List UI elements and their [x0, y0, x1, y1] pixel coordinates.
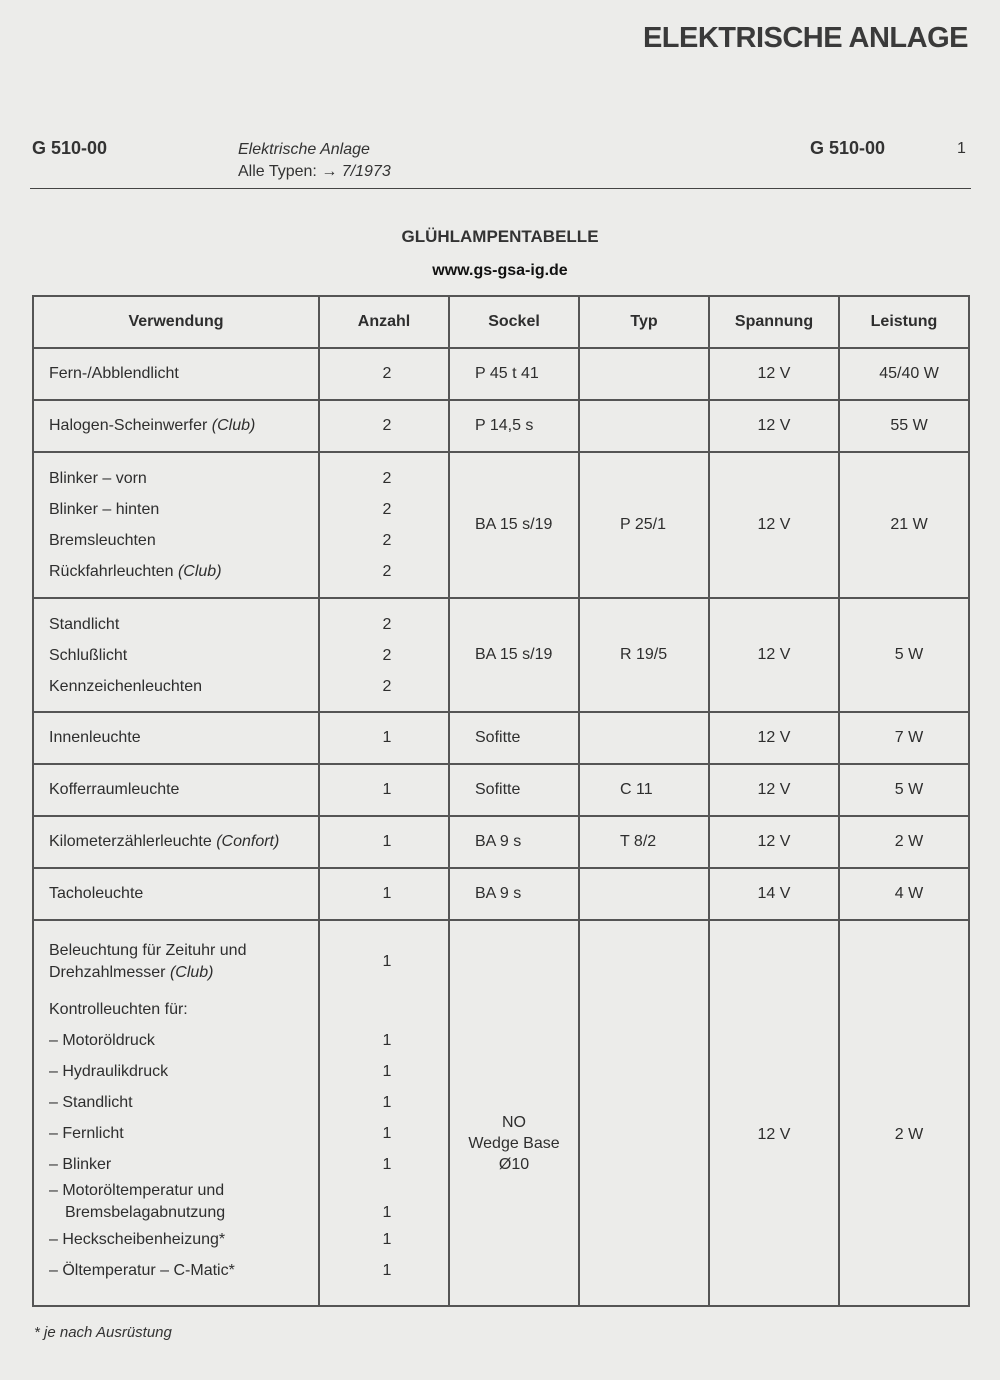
count-value: 2 — [382, 615, 392, 633]
footnote: * je nach Ausrüstung — [34, 1324, 172, 1341]
cell-verwendung — [33, 920, 319, 1306]
cell-anzahl — [319, 452, 449, 598]
spacer — [49, 984, 318, 994]
use-label: – Motoröltemperatur und — [49, 1182, 225, 1199]
count-value: 1 — [382, 1063, 392, 1080]
table-row — [33, 348, 969, 400]
cell-leistung: 7 W — [839, 712, 969, 764]
cell-spannung: 12 V — [709, 598, 839, 712]
cell-sockel: Sofitte — [449, 764, 579, 816]
cell-verwendung — [33, 598, 319, 712]
cell-spannung: 12 V — [709, 452, 839, 598]
cell-anzahl — [319, 598, 449, 712]
use-label: Kofferraumleuchte — [49, 781, 180, 798]
spacer — [326, 994, 448, 1025]
use-note: (Club) — [169, 964, 214, 981]
subtitle-text: Elektrische Anlage — [238, 141, 370, 158]
types-label: Alle Typen: — [238, 163, 317, 180]
table-row — [33, 816, 969, 868]
cell-typ — [579, 868, 709, 920]
website-url: www.gs-gsa-ig.de — [432, 262, 568, 279]
cell-sockel: BA 15 s/19 — [449, 452, 579, 598]
cell-sockel: BA 15 s/19 — [449, 598, 579, 712]
types-value: → 7/1973 — [321, 163, 391, 180]
use-note: (Club) — [177, 563, 222, 580]
cell-verwendung — [33, 400, 319, 452]
cell-leistung: 2 W — [839, 920, 969, 1306]
document-code-left: G 510-00 — [32, 138, 108, 158]
use-label: Rückfahrleuchten — [49, 563, 174, 580]
cell-typ — [579, 348, 709, 400]
cell-sockel: BA 9 s — [449, 868, 579, 920]
sockel-line: Ø10 — [498, 1155, 530, 1173]
table-row-kontrolleuchten — [33, 920, 969, 1306]
cell-spannung: 12 V — [709, 400, 839, 452]
table-row — [33, 598, 969, 712]
cell-leistung: 21 W — [839, 452, 969, 598]
count-value: 2 — [382, 470, 392, 487]
use-label: – Fernlicht — [49, 1125, 124, 1142]
cell-sockel: P 14,5 s — [449, 400, 579, 452]
cell-spannung: 12 V — [709, 920, 839, 1306]
cell-verwendung — [33, 712, 319, 764]
use-label: Bremsbelagabnutzung — [65, 1204, 226, 1221]
use-label-beleuchtung — [49, 940, 318, 984]
cell-spannung: 14 V — [709, 868, 839, 920]
use-label: Blinker – hinten — [49, 501, 160, 518]
page-header-title: ELEKTRISCHE ANLAGE — [642, 22, 968, 54]
use-label: – Blinker — [49, 1156, 112, 1173]
column-header-spannung: Spannung — [709, 296, 839, 348]
cell-typ — [579, 400, 709, 452]
bulb-table — [32, 295, 970, 1307]
cell-typ: R 19/5 — [579, 598, 709, 712]
count-value: 1 — [382, 1032, 392, 1049]
sockel-line: NO — [502, 1113, 526, 1131]
page-number: 1 — [957, 140, 966, 157]
cell-anzahl: 1 — [319, 868, 449, 920]
count-value: 1 — [382, 1204, 392, 1221]
cell-typ — [579, 712, 709, 764]
use-label: – Motoröldruck — [49, 1032, 155, 1049]
cell-anzahl: 1 — [319, 712, 449, 764]
use-label: Fern-/Abblendlicht — [49, 365, 179, 382]
count-value: 1 — [382, 1125, 392, 1142]
use-label: Beleuchtung für Zeituhr und — [49, 942, 247, 959]
use-label: Bremsleuchten — [49, 532, 156, 549]
count-value: 2 — [382, 677, 392, 695]
count-value: 2 — [382, 646, 392, 664]
count-value: 1 — [382, 1262, 392, 1279]
use-label: Standlicht — [49, 615, 120, 633]
count-value: 1 — [382, 1231, 392, 1248]
column-header-anzahl: Anzahl — [319, 296, 449, 348]
use-label: Tacholeuchte — [49, 885, 144, 902]
sockel-line: Wedge Base — [468, 1134, 560, 1152]
cell-leistung: 45/40 W — [839, 348, 969, 400]
cell-sockel — [449, 920, 579, 1306]
header-divider — [30, 188, 971, 189]
cell-anzahl — [319, 920, 449, 1306]
table-header-row — [33, 296, 969, 348]
kontroll-heading: Kontrolleuchten für: — [49, 1001, 188, 1018]
use-label-oeltemp — [49, 1180, 318, 1224]
spacer — [326, 984, 448, 994]
cell-anzahl: 2 — [319, 400, 449, 452]
table-row — [33, 452, 969, 598]
document-subtitle — [238, 139, 391, 183]
count-value: 1 — [382, 953, 392, 970]
cell-leistung: 5 W — [839, 598, 969, 712]
cell-anzahl: 1 — [319, 816, 449, 868]
count-value: 2 — [382, 563, 392, 580]
cell-anzahl: 1 — [319, 764, 449, 816]
cell-verwendung — [33, 764, 319, 816]
table-title: GLÜHLAMPENTABELLE — [401, 227, 599, 246]
cell-verwendung — [33, 868, 319, 920]
use-note: (Confort) — [216, 833, 280, 850]
cell-verwendung — [33, 348, 319, 400]
count-value: 1 — [382, 1156, 392, 1173]
use-label: Kilometerzählerleuchte — [49, 833, 212, 850]
table-row — [33, 712, 969, 764]
document-code-right: G 510-00 — [810, 138, 886, 158]
cell-spannung: 12 V — [709, 712, 839, 764]
cell-spannung: 12 V — [709, 348, 839, 400]
use-label: Halogen-Scheinwerfer — [49, 417, 208, 434]
count-value: 2 — [382, 532, 392, 549]
cell-spannung: 12 V — [709, 816, 839, 868]
cell-sockel: P 45 t 41 — [449, 348, 579, 400]
column-header-typ: Typ — [579, 296, 709, 348]
cell-sockel: BA 9 s — [449, 816, 579, 868]
cell-typ: P 25/1 — [579, 452, 709, 598]
column-header-verwendung: Verwendung — [33, 296, 319, 348]
use-label-with-note — [49, 556, 318, 587]
use-note: (Club) — [211, 417, 256, 434]
column-header-sockel: Sockel — [449, 296, 579, 348]
use-label: – Hydraulikdruck — [49, 1063, 169, 1080]
cell-leistung: 55 W — [839, 400, 969, 452]
count-value: 1 — [382, 1094, 392, 1111]
table-row — [33, 868, 969, 920]
cell-typ: T 8/2 — [579, 816, 709, 868]
table-row — [33, 764, 969, 816]
cell-verwendung — [33, 816, 319, 868]
cell-spannung: 12 V — [709, 764, 839, 816]
column-header-leistung: Leistung — [839, 296, 969, 348]
count-value: 2 — [382, 501, 392, 518]
cell-leistung: 2 W — [839, 816, 969, 868]
use-label: – Heckscheibenheizung* — [49, 1231, 226, 1248]
use-label: Schlußlicht — [49, 646, 128, 664]
cell-leistung: 4 W — [839, 868, 969, 920]
cell-anzahl: 2 — [319, 348, 449, 400]
cell-typ — [579, 920, 709, 1306]
cell-sockel: Sofitte — [449, 712, 579, 764]
cell-typ: C 11 — [579, 764, 709, 816]
use-label: Innenleuchte — [49, 729, 141, 746]
use-label: – Öltemperatur – C-Matic* — [49, 1262, 235, 1279]
use-label: – Standlicht — [49, 1094, 133, 1111]
cell-verwendung — [33, 452, 319, 598]
use-label: Kennzeichenleuchten — [49, 677, 203, 695]
table-row — [33, 400, 969, 452]
cell-leistung: 5 W — [839, 764, 969, 816]
types-line — [238, 161, 391, 183]
use-label: Blinker – vorn — [49, 470, 147, 487]
use-label: Drehzahlmesser — [49, 964, 166, 981]
